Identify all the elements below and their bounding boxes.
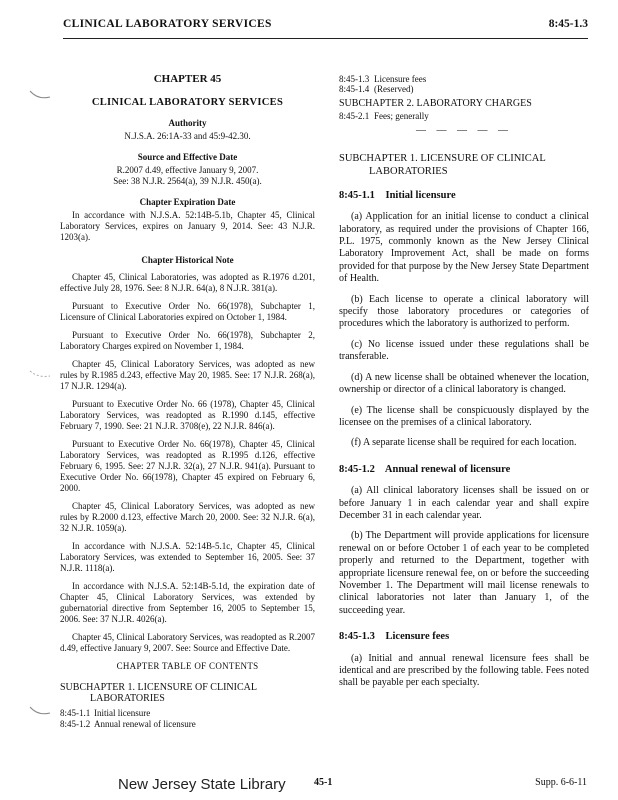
toc-item[interactable] — [60, 719, 315, 730]
source-line-2: See: 38 N.J.R. 2564(a), 39 N.J.R. 450(a). — [113, 176, 262, 186]
library-watermark: New Jersey State Library — [118, 776, 286, 793]
margin-mark — [28, 88, 54, 102]
expiration-text: In accordance with N.J.S.A. 52:14B-5.1b, Chapter 45, Clinical Laboratory Services, expires on January 9, 2014. See: 43 N.J.R. 1203(a). — [60, 210, 315, 242]
history-paragraph: Pursuant to Executive Order No. 66(1978), Subchapter 1, Licensure of Clinical Laboratories expired on October 1, 1984. — [60, 301, 315, 322]
toc-item-title: (Reserved) — [374, 84, 414, 94]
section-paragraph: (b) Each license to operate a clinical laboratory will specify those laboratory procedures or categories of procedures which the laboratory is authorized to perform. — [339, 293, 589, 330]
history-paragraph: Pursuant to Executive Order No. 66(1978), Chapter 45, Clinical Laboratory Services, was readopted as R.1995 d.126, effective February 6, 1995. See: 27 N.J.R. 32(a), 27 N.J.R. 941(a). Pursuant to Executive Order No. 66(1978), Chapter 45 expired on February 6, 2000. — [60, 439, 315, 493]
section-paragraph: (a) Application for an initial license to conduct a clinical laboratory, as required under the provisions of Chapter 166, P.L. 1975, commonly known as the New Jersey Clinical Laboratory Improvement Act, shall be made on forms provided for that purpose by the New Jersey State Department of Health. — [339, 211, 589, 285]
section-heading-licensure-fees — [339, 631, 589, 643]
history-paragraph: Chapter 45, Clinical Laboratory Services, was readopted as R.2007 d.49, effective January 9, 2007. See: Source and Effective Date. — [60, 632, 315, 653]
source-line-1: R.2007 d.49, effective January 9, 2007. — [116, 165, 259, 175]
toc-subchapter-1[interactable] — [60, 682, 315, 704]
toc-item-number: 8:45-1.4 — [339, 84, 370, 94]
history-paragraph: In accordance with N.J.S.A. 52:14B-5.1d, the expiration date of Chapter 45, Clinical Laboratory Services, was extended by gubernatorial directive from September 16, 2005 to September 15, 2006. See: 37 N.J.R. 4026(a). — [60, 581, 315, 624]
margin-mark — [28, 368, 54, 382]
toc-item-title: Fees; generally — [374, 111, 429, 122]
history-paragraph: Chapter 45, Clinical Laboratories, was adopted as R.1976 d.201, effective July 28, 1976. See: 8 N.J.R. 64(a), 8 N.J.R. 381(a). — [60, 272, 315, 293]
running-header — [63, 18, 588, 34]
toc-item-number: 8:45-2.1 — [339, 111, 370, 122]
section-heading-initial-licensure — [339, 190, 589, 202]
history-paragraph: Chapter 45, Clinical Laboratory Services, was adopted as new rules by R.1985 d.243, effective May 20, 1985. See: 17 N.J.R. 268(a), 17 N.J.R. 1294(a). — [60, 359, 315, 391]
chapter-number: CHAPTER 45 — [153, 73, 222, 85]
history-paragraph: In accordance with N.J.S.A. 52:14B-5.1c, Chapter 45, Clinical Laboratory Services, was extended to September 16, 2005. See: 37 N.J.R. 1118(a). — [60, 541, 315, 573]
toc-item-title: Licensure fees — [374, 74, 427, 84]
toc-item[interactable] — [60, 708, 315, 719]
history-paragraph: Pursuant to Executive Order No. 66(1978), Subchapter 2, Laboratory Charges expired on November 1, 1984. — [60, 330, 315, 351]
toc-item-number: 8:45-1.2 — [60, 718, 91, 729]
section-divider: — — — — — — [416, 125, 512, 137]
toc-item-title: Annual renewal of licensure — [94, 718, 196, 729]
toc-item[interactable] — [339, 111, 589, 121]
header-rule — [63, 38, 588, 39]
section-paragraph: (d) A new license shall be obtained whenever the location, ownership or director of a clinical laboratory is changed. — [339, 371, 589, 396]
toc-subchapter-2[interactable]: SUBCHAPTER 2. LABORATORY CHARGES — [339, 98, 532, 109]
subchapter-heading — [339, 152, 589, 178]
page-number: 45-1 — [314, 777, 333, 788]
section-paragraph: (e) The license shall be conspicuously displayed by the licensee on the premises of a clinical laboratory. — [339, 404, 589, 428]
toc-subchapter-1-line2: LABORATORIES — [90, 693, 165, 704]
section-paragraph: (c) No license issued under these regulations shall be transferable. — [339, 338, 589, 363]
section-paragraph: (a) Initial and annual renewal licensure fees shall be identical and are prescribed by the following table. Fees noted shall be payable per each specialty. — [339, 652, 589, 689]
toc-item-title: Initial licensure — [94, 708, 151, 718]
subchapter-heading-line1: SUBCHAPTER 1. LICENSURE OF CLINICAL — [339, 152, 546, 164]
section-title: Licensure fees — [385, 631, 450, 643]
section-paragraph: (a) All clinical laboratory licenses shall be issued on or before January 1 in each calendar year and shall expire December 31 in each calendar year. — [339, 485, 589, 521]
toc-item[interactable] — [339, 74, 589, 84]
section-title: Annual renewal of licensure — [384, 463, 511, 475]
supplement-date: Supp. 6-6-11 — [535, 777, 587, 788]
toc-heading: CHAPTER TABLE OF CONTENTS — [116, 661, 259, 671]
history-heading: Chapter Historical Note — [141, 255, 234, 265]
authority-text: N.J.S.A. 26:1A-33 and 45:9-42.30. — [124, 131, 251, 141]
source-heading: Source and Effective Date — [137, 152, 238, 162]
section-number: 8:45-1.3 — [339, 631, 375, 643]
toc-item[interactable] — [339, 84, 589, 94]
toc-subchapter-1-line1: SUBCHAPTER 1. LICENSURE OF CLINICAL — [60, 682, 257, 693]
section-title: Initial licensure — [385, 189, 456, 201]
section-number: 8:45-1.1 — [339, 189, 375, 201]
authority-heading: Authority — [168, 118, 207, 128]
section-paragraph: (b) The Department will provide applications for licensure renewal on or before October 1 of each year to be completed properly and returned to the Department, together with appropriate licensure renewal fee, on or before the succeeding November 1. The Department will mail license renewals to clinical laboratories not later than January 1, of the succeeding year. — [339, 530, 589, 616]
chapter-name: CLINICAL LABORATORY SERVICES — [91, 97, 284, 108]
expiration-heading: Chapter Expiration Date — [139, 197, 236, 207]
history-paragraph: Pursuant to Executive Order No. 66 (1978), Chapter 45, Clinical Laboratory Services, was readopted as R.1990 d.145, effective February 7, 1990. See: 21 N.J.R. 3708(e), 22 N.J.R. 846(a). — [60, 399, 315, 431]
section-number: 8:45-1.2 — [339, 463, 375, 475]
header-title: CLINICAL LABORATORY SERVICES — [63, 18, 272, 30]
left-column — [60, 74, 315, 729]
history-paragraph: Chapter 45, Clinical Laboratory Services, was adopted as new rules by R.2000 d.123, effective March 20, 2000. See: 32 N.J.R. 6(a), 32 N.J.R. 1059(a). — [60, 501, 315, 533]
header-section-number: 8:45-1.3 — [548, 18, 588, 30]
toc-item-number: 8:45-1.1 — [60, 708, 91, 718]
right-column — [339, 74, 589, 698]
toc-item-number: 8:45-1.3 — [339, 74, 370, 84]
section-heading-annual-renewal — [339, 464, 589, 476]
subchapter-heading-line2: LABORATORIES — [369, 165, 448, 177]
section-paragraph: (f) A separate license shall be required for each location. — [351, 437, 577, 449]
margin-mark — [28, 704, 54, 718]
